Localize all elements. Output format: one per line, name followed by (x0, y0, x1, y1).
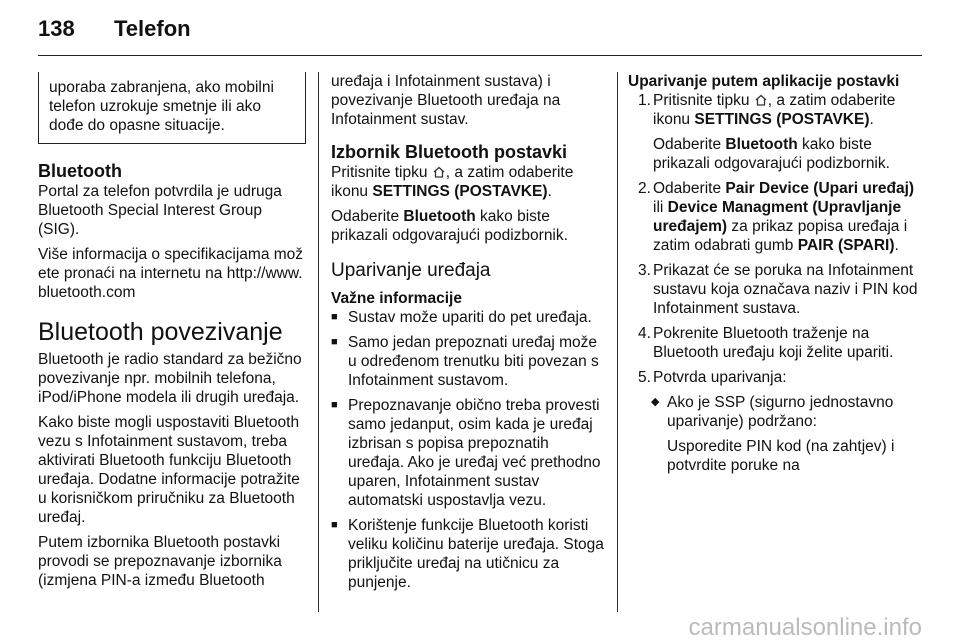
text: kako biste prikazali odgovarajući podizbornik. (331, 208, 568, 244)
paragraph (331, 163, 606, 201)
step-number: 1. (638, 92, 651, 109)
step-text: Potvrda uparivanja: (653, 369, 787, 386)
paragraph (331, 207, 606, 245)
warning-box (38, 72, 306, 144)
pair-button-label: PAIR (SPARI) (797, 237, 895, 254)
list-item-text: Samo jedan prepoznati uređaj može u određenom trenutku biti povezan s Infotainment sustavom. (348, 334, 599, 389)
list-item (331, 333, 606, 390)
step-number: 2. (638, 180, 651, 197)
list-item-text: Prepoznavanje obično treba provesti samo jedanput, osim kada je uređaj izbrisan s popisa prepoznatih uređaja. Ako je uređaj već prethodno uparen, Infotainment sustav automatski uspostavlja vezu. (348, 397, 601, 509)
step-text: Prikazat će se poruka na Infotainment sustavu koja označava naziv i PIN kod Infotainment sustava. (653, 262, 918, 317)
step-text: Pokrenite Bluetooth traženje na Bluetooth uređaju koji želite upariti. (653, 325, 894, 361)
list-item (331, 396, 606, 510)
text: . (894, 237, 899, 254)
settings-label: SETTINGS (POSTAVKE) (694, 111, 870, 128)
section-heading-connection: Bluetooth povezivanje (38, 318, 283, 346)
step-item (628, 324, 924, 362)
text: . (547, 183, 552, 200)
home-icon (754, 93, 768, 107)
pair-device-label: Pair Device (Upari uređaj) (725, 180, 915, 197)
subheading-settings-pairing: Uparivanje putem aplikacije postavki (628, 73, 900, 90)
step-text (653, 91, 924, 129)
warning-text: uporaba zabranjena, ako mobilni telefon uzrokuje smetnje ili ako dođe do opasne situacije. (49, 79, 274, 134)
subheading-important: Važne informacije (331, 290, 462, 307)
text: Pritisnite tipku (653, 92, 750, 109)
list-item (331, 516, 606, 592)
section-heading-menu: Izbornik Bluetooth postavki (331, 142, 568, 162)
list-item-text: Sustav može upariti do pet uređaja. (348, 309, 592, 326)
text: , a zatim odaberite ikonu (653, 92, 896, 128)
bullet-icon: ■ (331, 399, 338, 411)
column-divider (318, 72, 319, 612)
sub-item (628, 393, 924, 475)
sub-item-text: Usporedite PIN kod (na zahtjev) i potvrdite poruke na (667, 438, 895, 474)
step-item (628, 261, 924, 318)
text: kako biste prikazali odgovarajući podizbornik. (653, 136, 890, 172)
section-heading-pairing: Uparivanje uređaja (331, 260, 491, 281)
text: ili (653, 199, 664, 216)
section-heading-bluetooth: Bluetooth (38, 161, 122, 181)
text: za prikaz popisa uređaja i zatim odabrati gumb (653, 218, 908, 254)
paragraph: uređaja i Infotainment sustava) i povezivanje Bluetooth uređaja na Infotainment sustav. (331, 73, 561, 128)
column-3 (628, 72, 924, 481)
device-management-label: Device Managment (Upravljanje uređajem) (653, 199, 902, 235)
step-number: 5. (638, 369, 651, 386)
column-1 (38, 72, 306, 596)
step-text (653, 179, 924, 255)
text: Pritisnite tipku (331, 164, 428, 181)
paragraph: Više informacija o specifikacijama možete pronaći na internetu na http://www.bluetooth.com (38, 246, 304, 301)
list-item (331, 308, 606, 327)
watermark: carmanualsonline.info (688, 614, 922, 641)
header-rule (38, 55, 922, 56)
text: Odaberite (653, 180, 722, 197)
column-2 (331, 72, 606, 598)
step-item (628, 179, 924, 255)
text: . (869, 111, 874, 128)
column-divider (617, 72, 618, 612)
step-item (628, 91, 924, 173)
sub-item-text: Ako je SSP (sigurno jednostavno uparivanje) podržano: (667, 394, 894, 430)
home-icon (432, 165, 446, 179)
page-header (38, 16, 191, 42)
bullet-icon: ■ (331, 311, 338, 323)
step-number: 4. (638, 325, 651, 342)
paragraph: Putem izbornika Bluetooth postavki provodi se prepoznavanje izbornika (izmjena PIN-a između Bluetooth (38, 534, 282, 589)
paragraph: Bluetooth je radio standard za bežično povezivanje npr. mobilnih telefona, iPod/iPhone modela ili drugih uređaja. (38, 351, 302, 406)
paragraph: Kako biste mogli uspostaviti Bluetooth vezu s Infotainment sustavom, treba aktivirati Bluetooth funkciju Bluetooth uređaja. Dodatne informacije potražite u korisničkom priručniku za Bluetooth uređaj. (38, 414, 300, 526)
settings-label: SETTINGS (POSTAVKE) (372, 183, 548, 200)
bullet-icon: ■ (331, 336, 338, 348)
page-number: 138 (38, 16, 75, 41)
step-number: 3. (638, 262, 651, 279)
text: , a zatim odaberite ikonu (331, 164, 574, 200)
step-text (653, 135, 924, 173)
paragraph: Portal za telefon potvrdila je udruga Bluetooth Special Interest Group (SIG). (38, 183, 282, 238)
bullet-icon: ■ (331, 519, 338, 531)
list-item-text: Korištenje funkcije Bluetooth koristi veliku količinu baterije uređaja. Stoga priključite uređaj na utičnicu za punjenje. (348, 517, 604, 591)
text: Odaberite (653, 136, 722, 153)
bluetooth-label: Bluetooth (403, 208, 476, 225)
chapter-title: Telefon (114, 16, 191, 41)
text: Odaberite (331, 208, 400, 225)
step-item (628, 368, 924, 475)
bluetooth-label: Bluetooth (725, 136, 798, 153)
diamond-bullet-icon: ◆ (651, 396, 660, 408)
